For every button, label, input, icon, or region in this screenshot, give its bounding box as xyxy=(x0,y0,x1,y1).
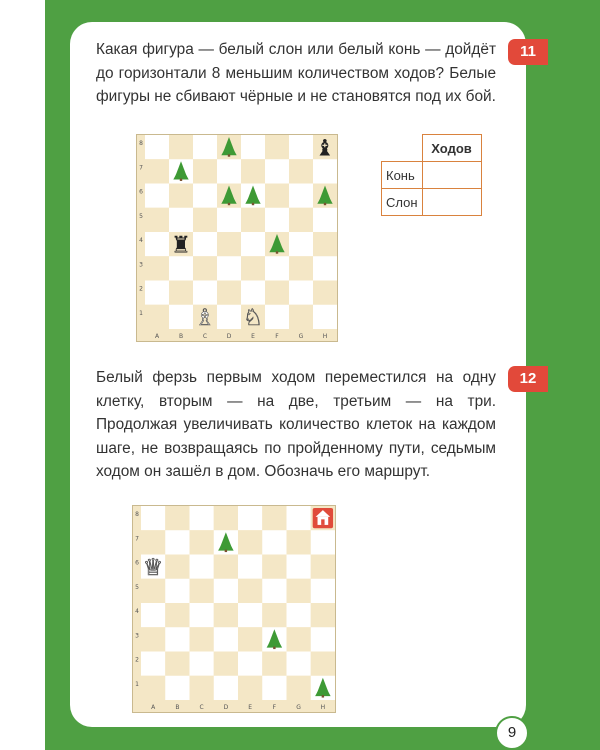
board-square-h3[interactable] xyxy=(313,256,337,280)
white-bishop-icon xyxy=(195,305,215,331)
board-square-f5[interactable] xyxy=(262,579,286,603)
board-square-a5[interactable] xyxy=(141,579,165,603)
board-square-d2[interactable] xyxy=(217,281,241,305)
board-square-c7[interactable] xyxy=(193,159,217,183)
black-rook-icon xyxy=(171,232,191,258)
board-square-e6[interactable] xyxy=(238,555,262,579)
board-square-c6[interactable] xyxy=(190,555,214,579)
file-label: B xyxy=(178,333,184,340)
page-number: 9 xyxy=(495,716,529,750)
board-square-b5[interactable] xyxy=(169,208,193,232)
rank-label: 4 xyxy=(139,237,143,244)
board-square-f7[interactable] xyxy=(265,159,289,183)
board-square-d1[interactable] xyxy=(214,676,238,700)
board-square-c2[interactable] xyxy=(190,652,214,676)
board-square-g7[interactable] xyxy=(287,530,311,554)
rank-label: 3 xyxy=(139,261,143,269)
board-square-g1[interactable] xyxy=(289,305,313,329)
file-label: C xyxy=(202,333,208,340)
board-square-h5[interactable] xyxy=(311,579,335,603)
board-square-h4[interactable] xyxy=(313,232,337,256)
board-square-f1[interactable] xyxy=(265,305,289,329)
board-square-a2[interactable] xyxy=(141,652,165,676)
file-label: D xyxy=(223,704,229,711)
board-square-g4[interactable] xyxy=(289,232,313,256)
board-square-b1[interactable] xyxy=(169,305,193,329)
board-square-e2[interactable] xyxy=(241,281,265,305)
file-label: H xyxy=(322,333,328,340)
board-square-b1[interactable] xyxy=(165,676,189,700)
board-square-h7[interactable] xyxy=(313,159,337,183)
rank-label: 1 xyxy=(135,680,139,688)
board-square-b6[interactable] xyxy=(165,555,189,579)
board-square-e8[interactable] xyxy=(241,135,265,159)
chessboard-task-12[interactable] xyxy=(132,505,336,713)
board-square-b2[interactable] xyxy=(165,652,189,676)
board-square-c1[interactable] xyxy=(190,676,214,700)
rank-label: 5 xyxy=(135,583,139,591)
board-square-g5[interactable] xyxy=(287,579,311,603)
board-square-h6[interactable] xyxy=(311,555,335,579)
board-square-b8[interactable] xyxy=(165,506,189,530)
board-square-h3[interactable] xyxy=(311,627,335,651)
file-label: F xyxy=(275,333,279,340)
board-square-c2[interactable] xyxy=(193,281,217,305)
board-square-b5[interactable] xyxy=(165,579,189,603)
board-square-g5[interactable] xyxy=(289,208,313,232)
board-square-f2[interactable] xyxy=(265,281,289,305)
rank-label: 2 xyxy=(139,285,143,293)
board-square-f4[interactable] xyxy=(262,603,286,627)
board-square-h4[interactable] xyxy=(311,603,335,627)
rank-label: 4 xyxy=(135,608,139,615)
board-square-g6[interactable] xyxy=(289,184,313,208)
board-square-a8[interactable] xyxy=(145,135,169,159)
board-square-g3[interactable] xyxy=(289,256,313,280)
board-square-g1[interactable] xyxy=(287,676,311,700)
board-square-b7[interactable] xyxy=(165,530,189,554)
board-square-d6[interactable] xyxy=(214,555,238,579)
board-square-h1[interactable] xyxy=(313,305,337,329)
board-square-d7[interactable] xyxy=(217,159,241,183)
board-square-e7[interactable] xyxy=(241,159,265,183)
rank-label: 8 xyxy=(135,511,139,518)
file-label: G xyxy=(298,333,304,340)
answer-cell-knight[interactable] xyxy=(422,162,481,189)
board-square-e4[interactable] xyxy=(241,232,265,256)
board-square-e5[interactable] xyxy=(241,208,265,232)
rank-label: 5 xyxy=(139,212,143,220)
svg-text:♝: ♝ xyxy=(314,135,336,162)
table-label-knight: Конь xyxy=(382,162,423,189)
board-square-e8[interactable] xyxy=(238,506,262,530)
board-square-f8[interactable] xyxy=(262,506,286,530)
moves-table xyxy=(381,134,482,216)
board-square-f8[interactable] xyxy=(265,135,289,159)
task-number-badge-12: 12 xyxy=(508,366,548,392)
board-square-d1[interactable] xyxy=(217,305,241,329)
board-square-f1[interactable] xyxy=(262,676,286,700)
board-square-a1[interactable] xyxy=(145,305,169,329)
board-square-f7[interactable] xyxy=(262,530,286,554)
board-square-c6[interactable] xyxy=(193,184,217,208)
board-square-g4[interactable] xyxy=(287,603,311,627)
board-square-c7[interactable] xyxy=(190,530,214,554)
svg-text:♕: ♕ xyxy=(142,554,164,581)
board-square-d8[interactable] xyxy=(214,506,238,530)
board-square-e7[interactable] xyxy=(238,530,262,554)
svg-text:♘: ♘ xyxy=(242,305,264,332)
board-square-a1[interactable] xyxy=(141,676,165,700)
board-square-f6[interactable] xyxy=(265,184,289,208)
svg-text:♗: ♗ xyxy=(194,305,216,332)
board-square-a4[interactable] xyxy=(141,603,165,627)
chessboard-svg xyxy=(133,506,335,712)
board-square-h2[interactable] xyxy=(313,281,337,305)
board-square-a2[interactable] xyxy=(145,281,169,305)
file-label: D xyxy=(226,333,232,340)
board-square-c8[interactable] xyxy=(193,135,217,159)
table-row xyxy=(382,189,482,216)
board-square-e1[interactable] xyxy=(238,676,262,700)
board-square-g2[interactable] xyxy=(287,652,311,676)
white-knight-icon xyxy=(243,305,263,331)
board-square-c4[interactable] xyxy=(193,232,217,256)
board-square-a3[interactable] xyxy=(141,627,165,651)
board-square-d2[interactable] xyxy=(214,652,238,676)
board-square-g8[interactable] xyxy=(287,506,311,530)
white-queen-icon xyxy=(143,555,164,581)
board-square-a7[interactable] xyxy=(141,530,165,554)
table-label-bishop: Слон xyxy=(382,189,423,216)
svg-text:♜: ♜ xyxy=(170,232,192,259)
table-corner xyxy=(382,135,423,162)
board-square-g8[interactable] xyxy=(289,135,313,159)
black-bishop-icon xyxy=(315,135,335,161)
board-square-c3[interactable] xyxy=(193,256,217,280)
board-square-e3[interactable] xyxy=(238,627,262,651)
board-square-g6[interactable] xyxy=(287,555,311,579)
board-square-d3[interactable] xyxy=(214,627,238,651)
board-square-f5[interactable] xyxy=(265,208,289,232)
answer-cell-bishop[interactable] xyxy=(422,189,481,216)
file-label: A xyxy=(154,333,160,340)
chessboard-task-11[interactable] xyxy=(136,134,338,342)
board-square-b2[interactable] xyxy=(169,281,193,305)
board-square-b6[interactable] xyxy=(169,184,193,208)
board-square-e2[interactable] xyxy=(238,652,262,676)
board-square-g3[interactable] xyxy=(287,627,311,651)
rank-label: 3 xyxy=(135,632,139,640)
board-square-a8[interactable] xyxy=(141,506,165,530)
board-square-a4[interactable] xyxy=(145,232,169,256)
board-square-d4[interactable] xyxy=(214,603,238,627)
board-square-e4[interactable] xyxy=(238,603,262,627)
board-square-c8[interactable] xyxy=(190,506,214,530)
board-square-b4[interactable] xyxy=(165,603,189,627)
file-label: B xyxy=(175,704,180,711)
table-row xyxy=(382,162,482,189)
rank-label: 6 xyxy=(139,188,143,196)
board-square-b8[interactable] xyxy=(169,135,193,159)
board-square-f6[interactable] xyxy=(262,555,286,579)
board-square-c5[interactable] xyxy=(190,579,214,603)
board-square-f2[interactable] xyxy=(262,652,286,676)
rank-label: 7 xyxy=(139,164,143,172)
board-square-c3[interactable] xyxy=(190,627,214,651)
board-square-h2[interactable] xyxy=(311,652,335,676)
task-11-text: Какая фигура — белый слон или белый конь — дойдёт до горизонтали 8 меньшим количеством ходов? Белые фигуры не сбивают чёрные и не становятся под их бой. xyxy=(96,41,496,105)
board-square-h5[interactable] xyxy=(313,208,337,232)
file-label: E xyxy=(248,704,253,711)
board-square-e3[interactable] xyxy=(241,256,265,280)
board-square-a6[interactable] xyxy=(145,184,169,208)
rank-label: 8 xyxy=(139,140,143,147)
rank-label: 7 xyxy=(135,535,139,543)
rank-label: 1 xyxy=(139,309,143,317)
board-square-g7[interactable] xyxy=(289,159,313,183)
file-label: G xyxy=(296,704,301,711)
board-square-f3[interactable] xyxy=(265,256,289,280)
house-icon xyxy=(313,508,333,528)
board-square-h7[interactable] xyxy=(311,530,335,554)
board-square-e5[interactable] xyxy=(238,579,262,603)
board-square-c5[interactable] xyxy=(193,208,217,232)
file-label: F xyxy=(272,704,277,711)
board-square-d3[interactable] xyxy=(217,256,241,280)
rank-label: 6 xyxy=(135,559,139,567)
board-square-a7[interactable] xyxy=(145,159,169,183)
table-header-moves: Ходов xyxy=(422,135,481,162)
chessboard-svg xyxy=(137,135,337,341)
board-square-a5[interactable] xyxy=(145,208,169,232)
board-square-b3[interactable] xyxy=(165,627,189,651)
file-label: C xyxy=(199,704,204,711)
rank-label: 2 xyxy=(135,656,139,664)
file-label: H xyxy=(320,704,326,711)
board-square-g2[interactable] xyxy=(289,281,313,305)
board-square-d5[interactable] xyxy=(214,579,238,603)
task-number-badge-11: 11 xyxy=(508,39,548,65)
file-label: E xyxy=(251,333,255,340)
board-square-a3[interactable] xyxy=(145,256,169,280)
board-square-d4[interactable] xyxy=(217,232,241,256)
task-12-text: Белый ферзь первым ходом переместился на одну клетку, вторым — на две, третьим — на три. Продолжая увеличивать количество клеток на каждом шаге, не возвращаясь по пройденному пути, седьмым ходом он зашёл в дом. Обозначь его маршрут. xyxy=(96,369,496,480)
board-square-c4[interactable] xyxy=(190,603,214,627)
board-square-d5[interactable] xyxy=(217,208,241,232)
file-label: A xyxy=(151,704,156,711)
board-square-b3[interactable] xyxy=(169,256,193,280)
